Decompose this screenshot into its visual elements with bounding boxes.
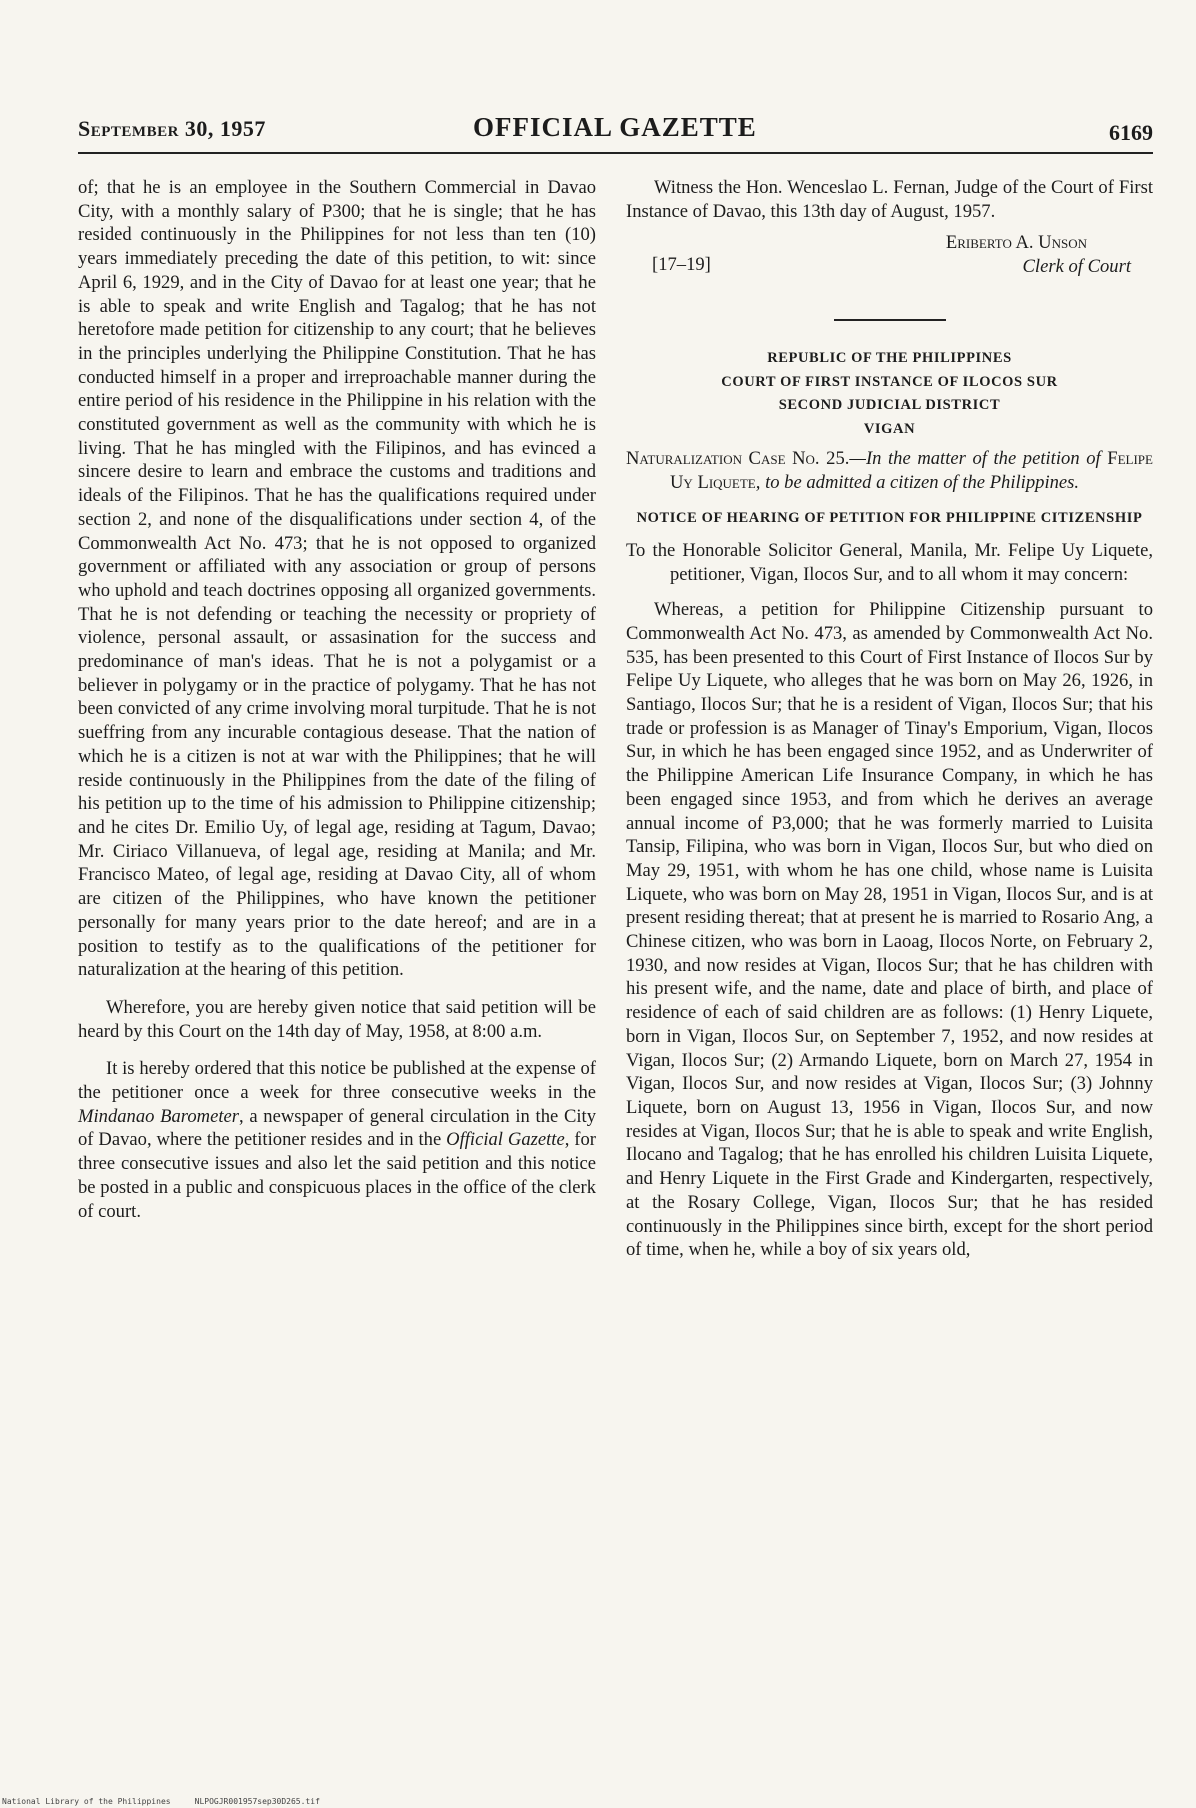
court-line: SECOND JUDICIAL DISTRICT (778, 397, 1001, 414)
page-header (78, 112, 1153, 154)
page-number: 6169 (1109, 120, 1153, 145)
issue-date: September 30, 1957 (78, 116, 266, 141)
court-heading (626, 347, 1153, 441)
publication-title: OFFICIAL GAZETTE (473, 112, 757, 142)
issue-reference: [17–19] (652, 254, 711, 276)
signer-title: Clerk of Court (1022, 256, 1131, 278)
whereas-paragraph: Whereas, a petition for Philippine Citizenship pursuant to Commonwealth Act No. 473, as amended by Commonwealth Act No. 535, has been presented to this Court of First Instance of Ilocos Sur by Felipe Uy Liquete, who alleges that he was born on May 26, 1926, in Santiago, Ilocos Sur; that he is a resident of Vigan, Ilocos Sur; that his trade or profession is as Manager of Tinay's Emporium, Vigan, Ilocos Sur, in which he has been engaged since 1952, and as Underwriter of the Philippine American Life Insurance Company, in which he has been engaged since 1953, and from which he derives an average annual income of P3,000; that he was formerly married to Luisita Tansip, Filipina, who was born in Vigan, Ilocos Sur, but who died on May 29, 1951, with whom he has one child, whose name is Luisita Liquete, who was born on May 28, 1951 in Vigan, Ilocos Sur, and is at present residing thereat; that at present he is married to Rosario Ang, a Chinese citizen, who was born in Laoag, Ilocos Norte, on February 2, 1930, and now resides at Vigan, Ilocos Sur; that he has children with his present wife, and the name, date and place of birth, and place of residence of each of said children are as follows: (1) Henry Liquete, born in Vigan, Ilocos Sur, on September 7, 1952, and now resides at Vigan, Ilocos Sur; (2) Armando Liquete, born on March 27, 1954 in Vigan, Ilocos Sur, and now resides at Vigan, Ilocos Sur; (3) Johnny Liquete, born on August 13, 1956 in Vigan, Ilocos Sur, and now resides at Vigan, Ilocos Sur; that he is able to speak and write English, Ilocano and Tagalog; that he has enrolled his children Luisita Liquete, and Henry Liquete in the First Grade and Kindergarten, respectively, at the Rosary College, Vigan, Ilocos Sur; that he has resided continuously in the Philippines since birth, except for the short period of time, when he, while a boy of six years old, (626, 599, 1153, 1261)
notice-title: NOTICE OF HEARING OF PETITION FOR PHILIPPINE CITIZENSHIP (636, 509, 1143, 526)
case-label: Naturalization Case No. 25. (626, 448, 850, 470)
address-paragraph: To the Honorable Solicitor General, Manila, Mr. Felipe Uy Liquete, petitioner, Vigan, Ilocos Sur, and to all whom it may concern: (626, 539, 1153, 585)
court-line: COURT OF FIRST INSTANCE OF ILOCOS SUR (721, 373, 1058, 390)
left-column (78, 176, 596, 1223)
court-line: VIGAN (863, 420, 916, 437)
case-title: Naturalization Case No. 25.—In the matter of the petition of Felipe Uy Liquete, to be admitted a citizen of the Philippines. (626, 448, 1153, 494)
signature-block (626, 231, 1153, 287)
newspaper-name: Mindanao Barometer (78, 1105, 239, 1127)
court-line: REPUBLIC OF THE PHILIPPINES (767, 350, 1012, 367)
section-divider (834, 319, 946, 321)
gazette-name: Official Gazette (446, 1129, 565, 1151)
petition-continuation-paragraph: of; that he is an employee in the Southern Commercial in Davao City, with a monthly salary of P300; that he is single; that he has resided continuously in the Philippines for not less than ten (10) years immediately preceding the date of this petition, to wit: since April 6, 1929, and in the City of Davao for at least one year; that he is able to speak and write English and Tagalog; that he has not heretofore made petition for citizenship to any court; that he believes in the principles underlying the Philippine Constitution. That he has conducted himself in a proper and irreproachable manner during the entire period of his residence in the Philippine in his relation with the constituted government as well as the community with which he is living. That he has mingled with the Filipinos, and has evinced a sincere desire to learn and embrace the customs and traditions and ideals of the Filipinos. That he has the qualifications required under section 2, and none of the disqualifications under section 4, of the Commonwealth Act No. 473; that he is not opposed to organized government or affiliated with any association or group of persons who uphold and teach doctrines opposing all organized governments. That he is not defending or teaching the necessity or propriety of violence, personal assault, or assasination for the success and predominance of man's ideas. That he is not a polygamist or a believer in polygamy or in the practice of polygamy. That he has not been convicted of any crime involving moral turpitude. That he is not sueffring from any incurable contagious desease. That the nation of which he is a citizen is not at war with the Philippines; that he will reside continuously in the Philippines from the date of the filing of his petition up to the time of his admission to Philippine citizenship; and he cites Dr. Emilio Uy, of legal age, residing at Tagum, Davao; Mr. Ciriaco Villanueva, of legal age, residing at Manila; and Mr. Francisco Mateo, of legal age, residing at Davao City, all of whom are citizen of the Philippines, who have known the petitioner personally for many years prior to the date hereof; and are in a position to testify as to the qualifications of the petitioner for naturalization at the hearing of this petition. (78, 177, 596, 981)
petitioner-name: Felipe Uy Liquete (670, 448, 1153, 494)
right-column (626, 176, 1153, 1262)
witness-paragraph: Witness the Hon. Wenceslao L. Fernan, Judge of the Court of First Instance of Davao, this 13th day of August, 1957. (626, 177, 1153, 222)
publication-order-paragraph: It is hereby ordered that this notice be published at the expense of the petitioner once a week for three consecutive weeks in the Mindanao Barometer, a newspaper of general circulation in the City of Davao, where the petitioner resides and in the Official Gazette, for three consecutive issues and also let the said petition and this notice be posted in a public and conspicuous places in the office of the clerk of court. (78, 1058, 596, 1222)
hearing-notice-paragraph: Wherefore, you are hereby given notice that said petition will be heard by this Court on the 14th day of May, 1958, at 8:00 a.m. (78, 996, 596, 1042)
scan-source-footer: National Library of the Philippines NLPOGJR001957sep30D265.tif (2, 1797, 320, 1806)
signer-name: Eriberto A. Unson (945, 232, 1087, 254)
